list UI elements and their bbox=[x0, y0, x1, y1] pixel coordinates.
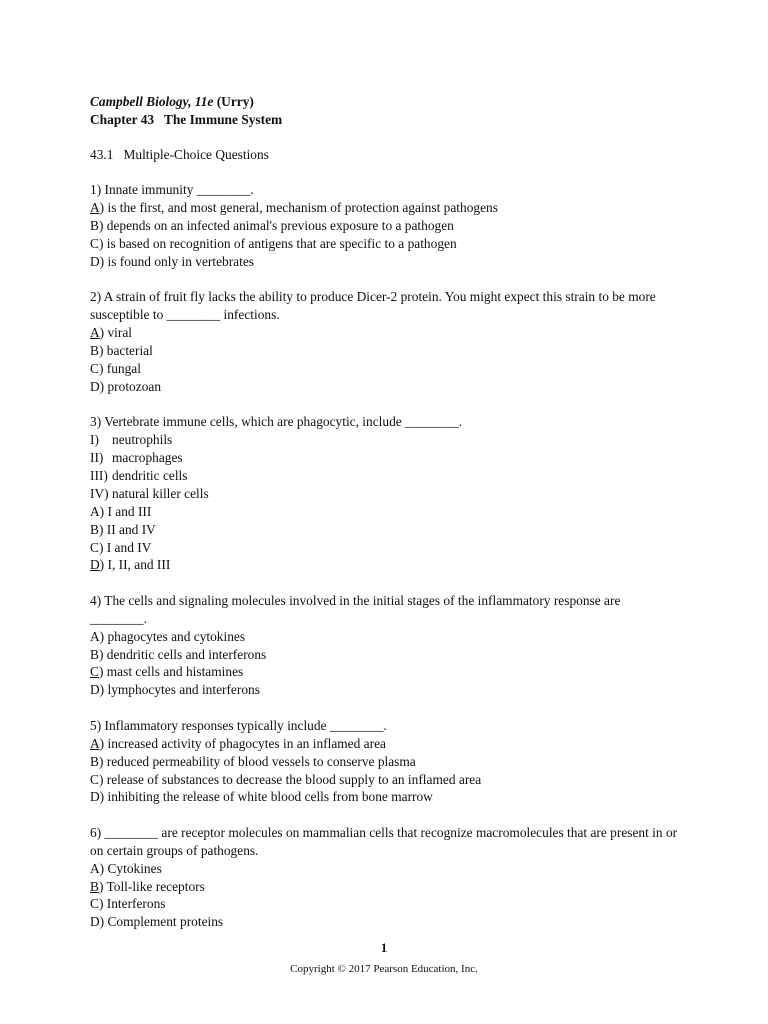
question-5 bbox=[90, 717, 680, 807]
option-text: ) inhibiting the release of white blood cells from bone marrow bbox=[99, 789, 433, 805]
copyright-notice: Copyright © 2017 Pearson Education, Inc. bbox=[290, 963, 478, 975]
option-letter: B bbox=[90, 521, 99, 537]
option-text: ) Interferons bbox=[98, 896, 166, 912]
option-letter: D bbox=[90, 914, 100, 930]
roman-item-text: neutrophils bbox=[112, 432, 173, 448]
option-text: ) is found only in vertebrates bbox=[99, 253, 254, 269]
option-text: ) release of substances to decrease the blood supply to an inflamed area bbox=[98, 771, 482, 787]
answer-option bbox=[90, 895, 680, 913]
option-letter: C bbox=[90, 771, 99, 787]
question-text: 1) Innate immunity ________. bbox=[90, 182, 254, 198]
answer-option bbox=[90, 681, 680, 699]
option-letter: D bbox=[90, 557, 100, 573]
option-text: ) increased activity of phagocytes in an inflamed area bbox=[99, 735, 386, 751]
answer-option bbox=[90, 646, 680, 664]
roman-item bbox=[90, 431, 680, 449]
question-text: 6) ________ are receptor molecules on mammalian cells that recognize macromolecules that are present in or on certain groups of pathogens. bbox=[90, 824, 678, 858]
answer-option bbox=[90, 771, 680, 789]
option-text: ) depends on an infected animal's previous exposure to a pathogen bbox=[98, 218, 454, 234]
option-letter: D bbox=[90, 682, 100, 698]
option-text: ) fungal bbox=[98, 360, 141, 376]
option-text: ) protozoan bbox=[99, 378, 162, 394]
answer-option bbox=[90, 324, 680, 342]
question-text: 5) Inflammatory responses typically include ________. bbox=[90, 717, 387, 733]
option-text: ) is the first, and most general, mechanism of protection against pathogens bbox=[99, 200, 498, 216]
option-letter: D bbox=[90, 789, 100, 805]
option-text: ) Toll-like receptors bbox=[98, 878, 205, 894]
question-4 bbox=[90, 592, 680, 699]
roman-numeral: I) bbox=[90, 432, 99, 448]
roman-item bbox=[90, 467, 680, 485]
book-title-name: Campbell Biology, 11e bbox=[90, 94, 214, 109]
option-letter: B bbox=[90, 646, 99, 662]
answer-option bbox=[90, 788, 680, 806]
option-letter: B bbox=[90, 878, 99, 894]
option-text: ) Complement proteins bbox=[99, 914, 224, 930]
option-letter: B bbox=[90, 342, 99, 358]
option-letter: C bbox=[90, 896, 99, 912]
option-letter: A bbox=[90, 200, 100, 216]
roman-item bbox=[90, 449, 680, 467]
document-page bbox=[90, 93, 680, 931]
option-letter: B bbox=[90, 753, 99, 769]
answer-option bbox=[90, 360, 680, 378]
option-text: ) reduced permeability of blood vessels to conserve plasma bbox=[98, 753, 416, 769]
roman-item-text: macrophages bbox=[112, 450, 183, 465]
option-letter: C bbox=[90, 539, 99, 555]
roman-numeral: IV) bbox=[90, 485, 109, 501]
answer-option bbox=[90, 878, 680, 896]
option-text: ) lymphocytes and interferons bbox=[99, 682, 260, 698]
option-letter: D bbox=[90, 253, 100, 269]
question-3 bbox=[90, 413, 680, 574]
option-letter: C bbox=[90, 235, 99, 251]
question-6 bbox=[90, 824, 680, 931]
option-text: ) bacterial bbox=[98, 342, 153, 358]
roman-item bbox=[90, 485, 680, 503]
question-list bbox=[90, 181, 680, 931]
option-letter: D bbox=[90, 378, 100, 394]
answer-option bbox=[90, 663, 680, 681]
answer-option bbox=[90, 556, 680, 574]
option-text: ) phagocytes and cytokines bbox=[99, 628, 246, 644]
section-title: 43.1 Multiple-Choice Questions bbox=[90, 146, 269, 162]
roman-numeral: II) bbox=[90, 450, 104, 465]
question-2 bbox=[90, 288, 680, 395]
option-letter: A bbox=[90, 628, 100, 644]
option-letter: A bbox=[90, 503, 100, 519]
book-title bbox=[90, 93, 680, 111]
answer-option bbox=[90, 539, 680, 557]
option-letter: C bbox=[90, 664, 99, 680]
option-text: ) mast cells and histamines bbox=[98, 664, 244, 680]
answer-option bbox=[90, 735, 680, 753]
question-text: 3) Vertebrate immune cells, which are phagocytic, include ________. bbox=[90, 414, 462, 430]
option-text: ) I and IV bbox=[98, 539, 152, 555]
answer-option bbox=[90, 628, 680, 646]
option-text: ) I, II, and III bbox=[99, 557, 171, 573]
question-text: 2) A strain of fruit fly lacks the ability to produce Dicer-2 protein. You might expect this strain to be more susceptible to ________ infections. bbox=[90, 289, 656, 323]
answer-option bbox=[90, 253, 680, 271]
option-letter: C bbox=[90, 360, 99, 376]
option-text: ) Cytokines bbox=[99, 860, 162, 876]
chapter-title: Chapter 43 The Immune System bbox=[90, 111, 283, 127]
option-text: ) viral bbox=[99, 325, 133, 341]
option-text: ) is based on recognition of antigens that are specific to a pathogen bbox=[98, 235, 457, 251]
answer-option bbox=[90, 199, 680, 217]
answer-option bbox=[90, 521, 680, 539]
option-letter: B bbox=[90, 218, 99, 234]
roman-item-text: natural killer cells bbox=[112, 485, 209, 501]
option-letter: A bbox=[90, 325, 100, 341]
option-text: ) dendritic cells and interferons bbox=[98, 646, 267, 662]
option-letter: A bbox=[90, 735, 100, 751]
roman-numeral: III) bbox=[90, 467, 108, 483]
answer-option bbox=[90, 503, 680, 521]
book-title-author: (Urry) bbox=[213, 94, 254, 109]
option-text: ) I and III bbox=[99, 503, 152, 519]
question-1 bbox=[90, 181, 680, 271]
answer-option bbox=[90, 753, 680, 771]
answer-option bbox=[90, 235, 680, 253]
option-letter: A bbox=[90, 860, 100, 876]
answer-option bbox=[90, 913, 680, 931]
answer-option bbox=[90, 860, 680, 878]
roman-item-text: dendritic cells bbox=[112, 467, 188, 483]
answer-option bbox=[90, 378, 680, 396]
question-text: 4) The cells and signaling molecules involved in the initial stages of the inflammatory response are ________. bbox=[90, 592, 621, 626]
answer-option bbox=[90, 342, 680, 360]
answer-option bbox=[90, 217, 680, 235]
option-text: ) II and IV bbox=[98, 521, 156, 537]
page-number: 1 bbox=[380, 941, 388, 955]
